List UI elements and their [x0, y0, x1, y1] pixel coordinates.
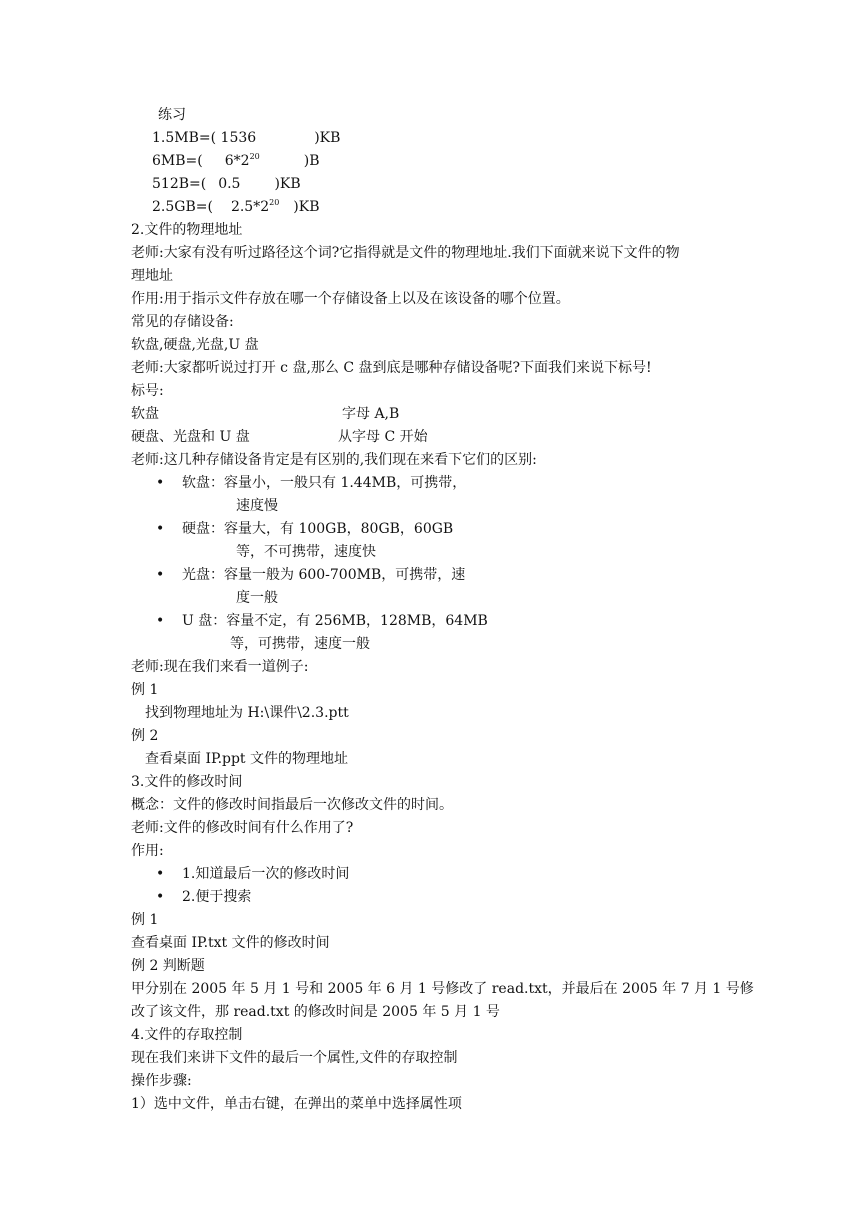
bullet-icon: • — [156, 889, 165, 905]
exercise-answer: 1536 — [220, 130, 257, 146]
paragraph: 老师:这几种存储设备肯定是有区别的,我们现在来看下它们的区别: — [131, 452, 537, 468]
example-text: 查看桌面 IP.txt 文件的修改时间 — [131, 935, 330, 951]
paragraph: 老师:现在我们来看一道例子: — [131, 659, 309, 675]
paragraph: 作用:用于指示文件存放在哪一个存储设备上以及在该设备的哪个位置。 — [131, 291, 570, 307]
paragraph: 1）选中文件，单击右键，在弹出的菜单中选择属性项 — [131, 1096, 462, 1112]
paragraph: 老师:大家都听说过打开 c 盘,那么 C 盘到底是哪种存储设备呢?下面我们来说下标号! — [131, 360, 652, 376]
bullet-icon: • — [156, 866, 165, 882]
exponent: 20 — [269, 198, 280, 207]
paragraph: 作用: — [131, 843, 164, 859]
exercise-title: 练习 — [158, 107, 186, 123]
list-item: 速度慢 — [236, 498, 278, 514]
paragraph: 常见的存储设备: — [131, 314, 234, 330]
example-text: 找到物理地址为 H:\课件\2.3.ptt — [145, 705, 349, 721]
list-item: 2.便于搜索 — [182, 889, 252, 905]
exercise-row: 512B=( 0.5 )KB — [152, 176, 301, 192]
label-device: 软盘 — [131, 406, 159, 422]
paragraph: 老师:文件的修改时间有什么作用了? — [131, 820, 354, 836]
example-title: 例 1 — [131, 912, 159, 928]
example-text: 改了该文件，那 read.txt 的修改时间是 2005 年 5 月 1 号 — [131, 1004, 500, 1020]
paragraph: 老师:大家有没有听过路径这个词?它指得就是文件的物理地址.我们下面就来说下文件的物 — [131, 245, 680, 261]
section-heading: 3.文件的修改时间 — [131, 774, 243, 790]
label-mark: 字母 A,B — [342, 406, 400, 422]
label-device: 硬盘、光盘和 U 盘 — [131, 429, 250, 445]
example-title: 例 1 — [131, 682, 159, 698]
example-text: 查看桌面 IP.ppt 文件的物理地址 — [145, 751, 349, 767]
example-title: 例 2 — [131, 728, 159, 744]
list-item: 1.知道最后一次的修改时间 — [182, 866, 350, 882]
exercise-answer: 0.5 — [218, 176, 241, 192]
list-item: 软盘：容量小，一般只有 1.44MB，可携带， — [182, 475, 467, 491]
bullet-icon: • — [156, 567, 165, 583]
list-item: 等，可携带，速度一般 — [230, 636, 370, 652]
list-item: 度一般 — [236, 590, 278, 606]
exercise-row: 6MB=( $6*2^{20}$ )B — [152, 152, 320, 169]
bullet-icon: • — [156, 475, 165, 491]
bullet-icon: • — [156, 613, 165, 629]
exponent: 20 — [249, 152, 260, 161]
bullet-icon: • — [156, 521, 165, 537]
label-mark: 从字母 C 开始 — [338, 429, 428, 445]
paragraph: 操作步骤: — [131, 1073, 192, 1089]
exercise-answer: 6*2 — [224, 153, 250, 169]
exercise-row: 1.5MB=( 1536 )KB — [152, 130, 341, 146]
paragraph: 现在我们来讲下文件的最后一个属性,文件的存取控制 — [131, 1050, 458, 1066]
exercise-row: 2.5GB=( $2.5*2^{20}$ )KB — [152, 198, 320, 215]
example-text: 甲分别在 2005 年 5 月 1 号和 2005 年 6 月 1 号修改了 read.txt，并最后在 2005 年 7 月 1 号修 — [131, 981, 754, 997]
paragraph: 软盘,硬盘,光盘,U 盘 — [131, 337, 259, 353]
section-heading: 4.文件的存取控制 — [131, 1027, 243, 1043]
paragraph: 理地址 — [131, 268, 173, 284]
list-item: 硬盘：容量大，有 100GB，80GB，60GB — [182, 521, 454, 537]
example-title: 例 2 判断题 — [131, 958, 205, 974]
list-item: U 盘：容量不定，有 256MB，128MB，64MB — [182, 613, 488, 629]
list-item: 光盘：容量一般为 600-700MB，可携带，速 — [182, 567, 466, 583]
section-heading: 2.文件的物理地址 — [131, 222, 243, 238]
exercise-answer: 2.5*2 — [230, 199, 270, 215]
paragraph: 概念：文件的修改时间指最后一次修改文件的时间。 — [131, 797, 453, 813]
paragraph: 标号: — [131, 383, 164, 399]
list-item: 等，不可携带，速度快 — [236, 544, 376, 560]
